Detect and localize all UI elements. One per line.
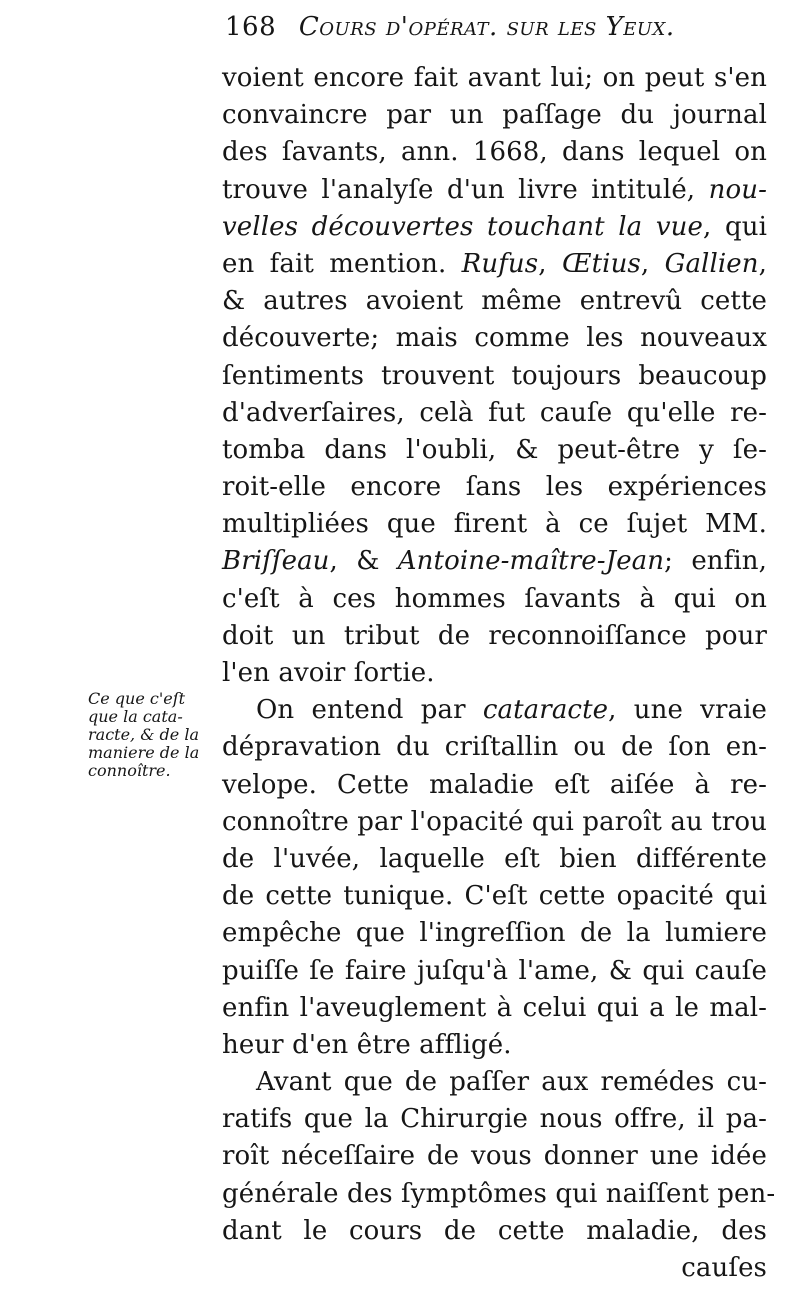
margin-note-line: Ce que c'eſt [88, 689, 186, 708]
text-segment: multipliées que firent à ce ſujet MM. [222, 509, 767, 540]
text-segment: , & [329, 546, 398, 577]
text-line [222, 581, 767, 618]
text-segment: On entend par [256, 695, 483, 726]
text-segment: générale des ſymptômes qui naiſſent pen- [222, 1178, 776, 1209]
text-segment: l'en avoir ſortie. [222, 658, 435, 688]
text-segment: dant le cours de cette maladie, des [222, 1215, 767, 1246]
text-line [222, 1101, 767, 1138]
page-number: 168 [225, 12, 277, 42]
text-line [222, 60, 767, 97]
text-segment: tomba dans l'oubli, & peut-être y ſe- [222, 434, 767, 465]
text-segment: enfin l'aveuglement à celui qui a le mal- [222, 992, 767, 1023]
text-line [222, 246, 767, 283]
page-header [225, 12, 785, 56]
text-segment: cauſes [681, 1253, 767, 1283]
text-line [222, 506, 767, 543]
text-line [222, 878, 767, 915]
text-segment: , qui [703, 211, 767, 242]
italic-text: Briſſeau [222, 546, 330, 577]
text-line [222, 655, 767, 692]
text-segment: des ſavants, ann. 1668, dans lequel on [222, 137, 767, 168]
text-segment: puiſſe ſe faire juſqu'à l'ame, & qui cauſe [222, 955, 767, 986]
text-line [222, 1176, 776, 1213]
text-line [222, 1064, 767, 1101]
text-line [222, 1027, 767, 1064]
text-line [222, 1138, 767, 1175]
text-line [222, 543, 767, 580]
text-line [222, 283, 767, 320]
text-segment: en fait mention. [222, 248, 462, 279]
text-line [222, 134, 767, 171]
italic-text: Gallien [664, 248, 759, 279]
text-line [222, 990, 767, 1027]
text-segment: trouve l'analyſe d'un livre intitulé, [222, 174, 709, 205]
text-line [222, 804, 767, 841]
italic-text: velles découvertes touchant la vue [222, 211, 704, 242]
text-segment: , [538, 248, 562, 279]
text-line [222, 172, 767, 209]
text-line [222, 841, 767, 878]
text-line [222, 767, 767, 804]
text-segment: ſentiments trouvent toujours beaucoup [222, 360, 767, 391]
text-segment: convaincre par un paſſage du journal [222, 100, 767, 131]
text-line [222, 692, 767, 729]
margin-note [88, 690, 223, 780]
text-segment: connoître par l'opacité qui paroît au trou [222, 806, 767, 837]
italic-text: Œtius [561, 248, 641, 279]
running-title: Cours d'opérat. sur les Yeux. [298, 12, 675, 42]
text-segment: , [758, 248, 768, 279]
italic-text: cataracte [482, 695, 609, 726]
text-line [222, 395, 767, 432]
text-line [222, 358, 767, 395]
text-segment: Avant que de paſſer aux remédes cu- [256, 1067, 767, 1098]
text-line [222, 320, 767, 357]
text-segment: voient encore fait avant lui; on peut s'en [222, 63, 767, 93]
text-segment: ratifs que la Chirurgie nous offre, il pa- [222, 1104, 767, 1135]
text-segment: doit un tribut de reconnoiſſance pour [222, 620, 767, 651]
body-text [222, 60, 776, 1287]
text-line [222, 915, 767, 952]
text-segment: roît néceſſaire de vous donner une idée [222, 1141, 767, 1172]
text-segment: empêche que l'ingreſſion de la lumiere [222, 918, 767, 949]
text-segment: de l'uvée, laquelle eſt bien différente [222, 843, 767, 874]
text-segment: heur d'en être affligé. [222, 1029, 512, 1060]
text-line [222, 618, 767, 655]
margin-note-line: racte, & de la [88, 725, 199, 744]
text-segment: & autres avoient même entrevû cette [222, 286, 767, 317]
text-segment: , [640, 248, 665, 279]
text-line [222, 97, 767, 134]
text-segment: , une vraie [608, 695, 768, 726]
text-segment: dépravation du criſtallin ou de ſon en- [222, 732, 767, 763]
italic-text: Antoine-maître-Jean [397, 546, 665, 577]
text-segment: velope. Cette maladie eſt aiſée à re- [222, 769, 767, 800]
text-segment: de cette tunique. C'eſt cette opacité qui [222, 881, 767, 912]
margin-note-line: que la cata- [88, 707, 183, 726]
text-line [222, 1213, 767, 1250]
margin-note-line: maniere de la [88, 743, 200, 762]
text-segment: d'adverſaires, celà fut cauſe qu'elle re- [222, 397, 767, 428]
text-segment: ; enfin, [664, 546, 768, 577]
italic-text: nou- [708, 174, 767, 205]
text-line [222, 1250, 767, 1287]
text-line [222, 953, 767, 990]
text-segment: découverte; mais comme les nouveaux [222, 323, 767, 354]
text-segment: c'eſt à ces hommes ſavants à qui on [222, 583, 767, 614]
text-line [222, 729, 767, 766]
text-line [222, 209, 767, 246]
text-line [222, 432, 767, 469]
text-line [222, 469, 767, 506]
italic-text: Rufus [461, 248, 539, 279]
margin-note-line: connoître. [88, 761, 171, 780]
text-segment: roit-elle encore ſans les expériences [222, 472, 767, 503]
